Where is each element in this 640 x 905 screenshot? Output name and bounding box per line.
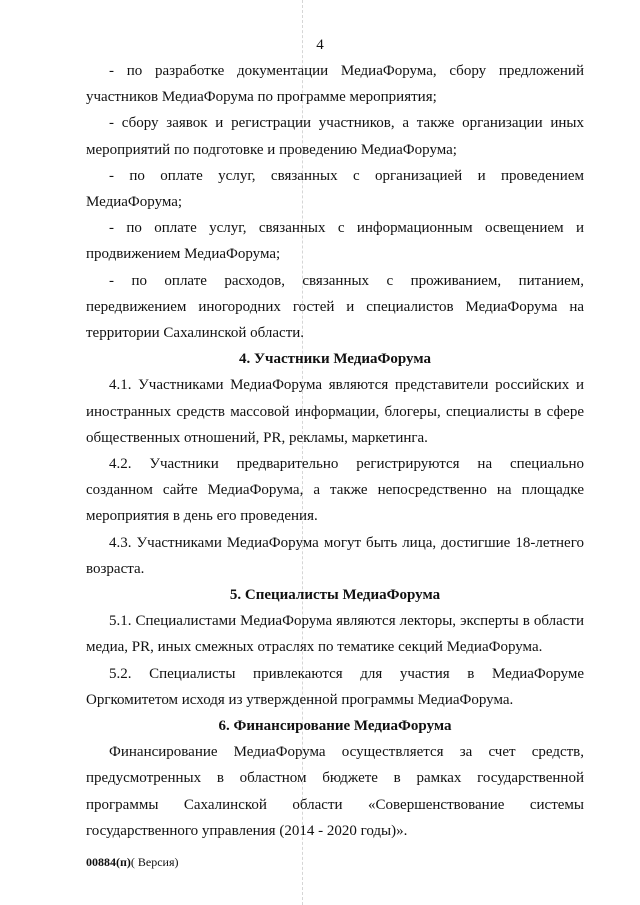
clause-paragraph: 4.1. Участниками МедиаФорума являются представители российских и иностранных средств массовой информации, блогеры, специалисты в сфере общественных отношений, PR, рекламы, маркетинга. [86,377,584,446]
section-heading: 6. Финансирование МедиаФорума [218,718,452,735]
document-footer [86,854,179,870]
bullet-item: - по оплате услуг, связанных с информационным освещением и продвижением МедиаФорума; [86,220,584,263]
document-code: 00884(п) [86,855,131,869]
bullet-item: - по разработке документации МедиаФорума, сбору предложений участников МедиаФорума по программе мероприятия; [86,63,584,106]
section-heading: 5. Специалисты МедиаФорума [229,587,441,604]
clause-paragraph: Финансирование МедиаФорума осуществляется за счет средств, предусмотренных в областном бюджете в рамках государственной программы Сахалинской области «Совершенствование системы государственного управления (2014 - 2020 годы)». [86,744,584,839]
clause-paragraph: 5.1. Специалистами МедиаФорума являются лекторы, эксперты в области медиа, PR, иных смежных отраслях по тематике секций МедиаФорума. [86,613,584,656]
clause-paragraph: 5.2. Специалисты привлекаются для участия в МедиаФоруме Оргкомитетом исходя из утвержденной программы МедиаФорума. [86,665,584,708]
document-version: ( Версия) [130,855,179,869]
clause-paragraph: 4.3. Участниками МедиаФорума могут быть лица, достигшие 18-летнего возраста. [86,534,584,577]
page-number: 4 [316,37,324,53]
document-body [86,58,584,844]
clause-paragraph: 4.2. Участники предварительно регистрируются на специально созданном сайте МедиаФорума, а также непосредственно на площадке мероприятия в день его проведения. [86,456,584,525]
bullet-item: - по оплате расходов, связанных с проживанием, питанием, передвижением иногородних гостей и специалистов МедиаФорума на территории Сахалинской области. [86,272,584,342]
bullet-item: - сбору заявок и регистрации участников, а также организации иных мероприятий по подготовке и проведению МедиаФорума; [86,115,584,158]
bullet-item: - по оплате услуг, связанных с организацией и проведением МедиаФорума; [86,167,584,211]
section-heading: 4. Участники МедиаФорума [239,351,431,368]
